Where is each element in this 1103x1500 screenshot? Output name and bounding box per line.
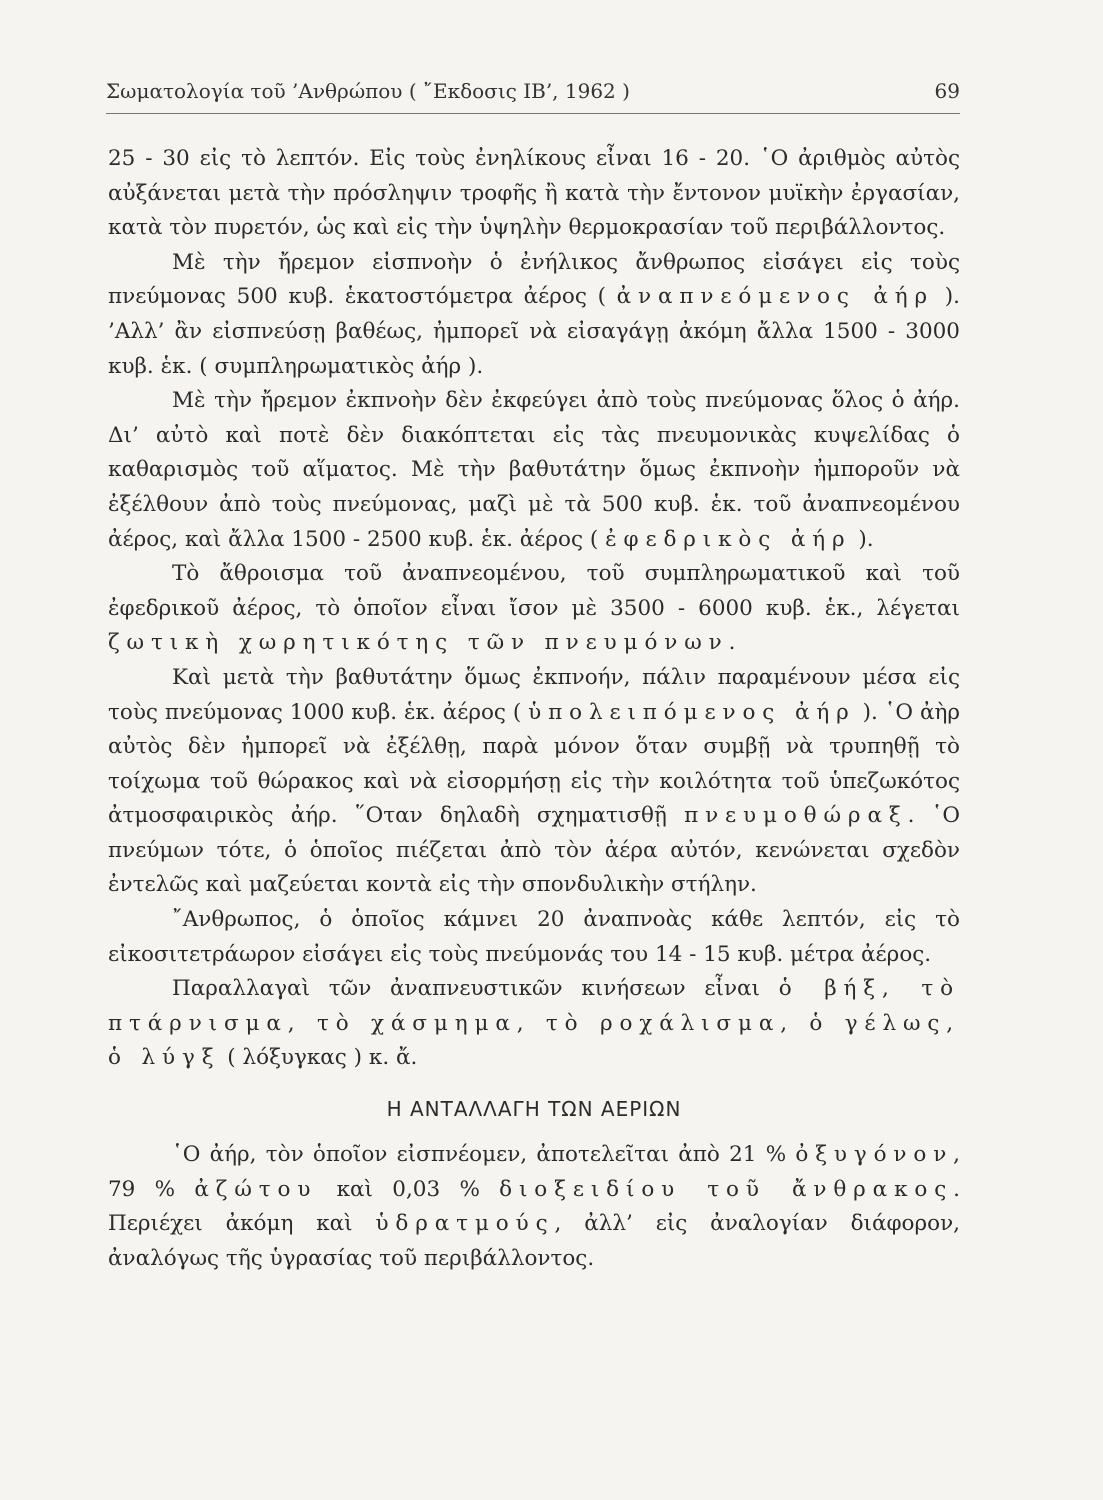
body-text <box>108 142 960 1276</box>
paragraph: Μὲ τὴν ἤρεμον ἐκπνοὴν δὲν ἐκφεύγει ἀπὸ τοὺς πνεύμονας ὅλος ὁ ἀήρ. Δι’ αὐτὸ καὶ ποτὲ δὲν διακόπτεται εἰς τὰς πνευμονικὰς κυψελίδας ὁ καθαρισμὸς τοῦ αἵματος. Μὲ τὴν βαθυτάτην ὅμως ἐκπνοὴν ἠμποροῦν νὰ ἐξέλθουν ἀπὸ τοὺς πνεύμονας, μαζὶ μὲ τὰ 500 κυβ. ἑκ. τοῦ ἀναπνεομένου ἀέρος, καὶ ἄλλα 1500 - 2500 κυβ. ἑκ. ἀέρος ( ἐφεδρικὸς ἀήρ ). <box>108 388 960 552</box>
spaced-term: ζωτικὴ χωρητικότης τῶν πνευμόνων <box>108 630 729 656</box>
paragraph: Παραλλαγαὶ τῶν ἀναπνευστικῶν κινήσεων εἶναι ὁ βήξ, τὸ πτάρνισμα, τὸ χάσμημα, τὸ ροχάλισμα, ὁ γέλως, ὁ λύγξ ( λόξυγκας ) κ. ἄ. <box>108 976 960 1071</box>
paragraph: Τὸ ἄθροισμα τοῦ ἀναπνεομένου, τοῦ συμπληρωματικοῦ καὶ τοῦ ἐφεδρικοῦ ἀέρος, τὸ ὁποῖον εἶναι ἴσον μὲ 3500 - 6000 κυβ. ἑκ., λέγεται ζωτικὴ χωρητικότης τῶν πνευμόνων. <box>108 561 960 656</box>
page-header <box>106 68 960 114</box>
paragraph: Μὲ τὴν ἤρεμον εἰσπνοὴν ὁ ἐνήλικος ἄνθρωπος εἰσάγει εἰς τοὺς πνεύμονας 500 κυβ. ἑκατοστόμετρα ἀέρος ( ἀναπνεόμενος ἀήρ ). ’Αλλ’ ἂν εἰσπνεύσῃ βαθέως, ἠμπορεῖ νὰ εἰσαγάγῃ ἀκόμη ἄλλα 1500 - 3000 κυβ. ἑκ. ( συμπληρωματικὸς ἀήρ ). <box>108 249 960 379</box>
spaced-term: ὁ βήξ, τὸ πτάρνισμα, τὸ χάσμημα, τὸ ροχάλισμα, ὁ γέλως, ὁ λύγξ <box>108 976 960 1071</box>
spaced-term: ἐφεδρικὸς ἀήρ <box>605 526 852 552</box>
spaced-term: ἀζώτου <box>194 1176 318 1202</box>
spaced-term: ὑπολειπόμενος ἀήρ <box>528 699 856 725</box>
spaced-term: πνευμοθώραξ <box>684 803 908 829</box>
spaced-term: ὀξυγόνον <box>795 1142 954 1168</box>
page-number: 69 <box>934 79 960 103</box>
running-title: Σωματολογία τοῦ ’Ανθρώπου ( ῎Εκδοσις ΙΒ’, 1962 ) <box>106 79 630 103</box>
paragraph: ῾Ο ἀήρ, τὸν ὁποῖον εἰσπνέομεν, ἀποτελεῖται ἀπὸ 21 % ὀξυγόνον, 79 % ἀζώτου καὶ 0,03 % διοξειδίου τοῦ ἄνθρακος. Περιέχει ἀκόμη καὶ ὑδρατμούς, ἀλλ’ εἰς ἀναλογίαν διάφορον, ἀναλόγως τῆς ὑγρασίας τοῦ περιβάλλοντος. <box>108 1142 960 1271</box>
spaced-term: ἀναπνεόμενος ἀήρ <box>616 284 935 310</box>
paragraph: 25 - 30 εἰς τὸ λεπτόν. Εἰς τοὺς ἐνηλίκους εἶναι 16 - 20. ῾Ο ἀριθμὸς αὐτὸς αὐξάνεται μετὰ τὴν πρόσληψιν τροφῆς ἢ κατὰ τὴν ἔντονον μυϊκὴν ἐργασίαν, κατὰ τὸν πυρετόν, ὡς καὶ εἰς τὴν ὑψηλὴν θερμοκρασίαν τοῦ περιβάλλοντος. <box>108 146 960 241</box>
paragraph: Καὶ μετὰ τὴν βαθυτάτην ὅμως ἐκπνοήν, πάλιν παραμένουν μέσα εἰς τοὺς πνεύμονας 1000 κυβ. ἑκ. ἀέρος ( ὑπολειπόμενος ἀήρ ). ῾Ο ἀὴρ αὐτὸς δὲν ἠμπορεῖ νὰ ἐξέλθῃ, παρὰ μόνον ὅταν συμβῇ νὰ τρυπηθῇ τὸ τοίχωμα τοῦ θώρακος καὶ νὰ εἰσορμήσῃ εἰς τὴν κοιλότητα τοῦ ὑπεζωκότος ἀτμοσφαιρικὸς ἀήρ. ῞Οταν δηλαδὴ σχηματισθῇ πνευμοθώραξ. ῾Ο πνεύμων τότε, ὁ ὁποῖος πιέζεται ἀπὸ τὸν ἀέρα αὐτόν, κενώνεται σχεδὸν ἐντελῶς καὶ μαζεύεται κοντὰ εἰς τὴν σπονδυλικὴν στήλην. <box>108 664 960 898</box>
spaced-term: διοξειδίου τοῦ ἄνθρακος <box>499 1176 954 1202</box>
section-title: Η ΑΝΤΑΛΛΑΓΗ ΤΩΝ ΑΕΡΙΩΝ <box>386 1097 682 1122</box>
spaced-term: ὑδρατμούς <box>375 1211 555 1237</box>
paragraph: ῎Ανθρωπος, ὁ ὁποῖος κάμνει 20 ἀναπνοὰς κάθε λεπτόν, εἰς τὸ εἰκοσιτετράωρον εἰσάγει εἰς τοὺς πνεύμονάς του 14 - 15 κυβ. μέτρα ἀέρος. <box>108 907 960 967</box>
